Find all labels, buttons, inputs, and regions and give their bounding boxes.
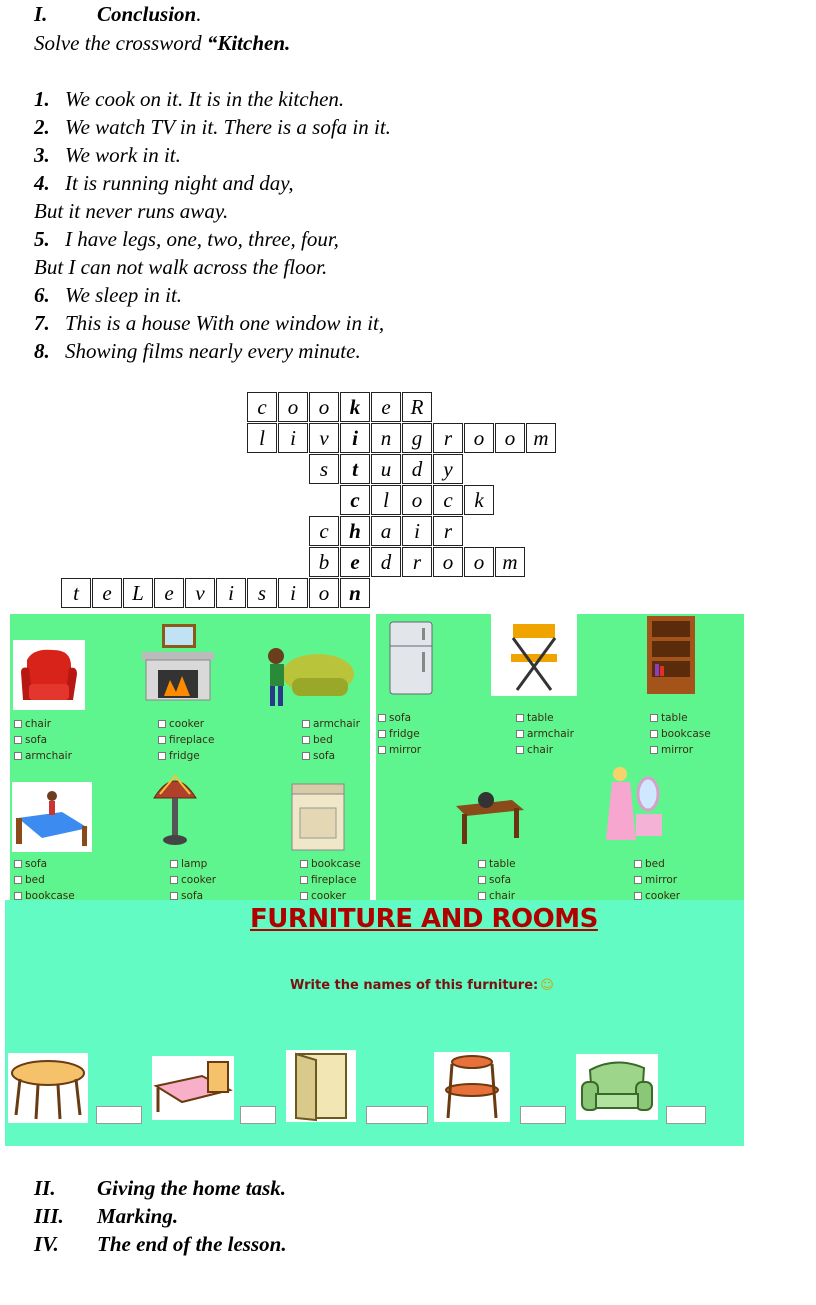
quiz-option[interactable] xyxy=(516,726,574,742)
answer-box-4[interactable] xyxy=(520,1106,566,1124)
sofa-icon xyxy=(262,638,360,710)
footer-item xyxy=(34,1176,286,1201)
section-title: Conclusion xyxy=(97,2,197,26)
quiz-option-label: fireplace xyxy=(169,734,215,746)
quiz-option-label: armchair xyxy=(527,728,574,740)
quiz-option-label: bed xyxy=(25,874,45,886)
quiz-option-label: fireplace xyxy=(311,874,357,886)
quiz-option[interactable] xyxy=(302,732,333,748)
crossword-cell: r xyxy=(433,423,463,453)
crossword-cell: m xyxy=(495,547,525,577)
clue-item xyxy=(34,170,294,196)
crossword-cell: r xyxy=(433,516,463,546)
clue-item xyxy=(34,198,228,224)
quiz-option[interactable] xyxy=(158,716,204,732)
quiz-option[interactable] xyxy=(516,710,554,726)
checkbox[interactable] xyxy=(302,752,310,760)
clue-item xyxy=(34,226,339,252)
quiz-option-label: armchair xyxy=(313,718,360,730)
crossword-cell: o xyxy=(309,578,339,608)
clue-number: 6. xyxy=(34,283,50,307)
chair-icon xyxy=(434,1052,510,1122)
quiz-option[interactable] xyxy=(170,888,203,904)
crossword-cell: i xyxy=(278,578,308,608)
crossword-cell: v xyxy=(185,578,215,608)
clue-text: But it never runs away. xyxy=(34,199,229,223)
clue-text: We sleep in it. xyxy=(65,283,183,307)
crossword-cell: s xyxy=(247,578,277,608)
quiz-option[interactable] xyxy=(634,872,677,888)
director-chair-icon xyxy=(491,614,577,696)
footer-text: The end of the lesson. xyxy=(97,1232,287,1256)
crossword-cell: e xyxy=(92,578,122,608)
quiz-option[interactable] xyxy=(14,748,72,764)
quiz-option[interactable] xyxy=(302,748,335,764)
armchair-icon xyxy=(13,640,85,710)
quiz-option[interactable] xyxy=(14,872,45,888)
crossword-cell: d xyxy=(371,547,401,577)
clue-text: We cook on it. It is in the kitchen. xyxy=(65,87,345,111)
checkbox[interactable] xyxy=(14,736,22,744)
checkbox[interactable] xyxy=(170,860,178,868)
crossword-cell: e xyxy=(371,392,401,422)
quiz-option-label: bookcase xyxy=(25,890,75,902)
checkbox[interactable] xyxy=(650,714,658,722)
crossword-cell: i xyxy=(402,516,432,546)
checkbox[interactable] xyxy=(516,746,524,754)
clue-text: This is a house With one window in it, xyxy=(65,311,385,335)
clue-text: It is running night and day, xyxy=(65,171,294,195)
quiz-option-label: fridge xyxy=(389,728,420,740)
quiz-option[interactable] xyxy=(300,888,346,904)
quiz-option-label: table xyxy=(527,712,554,724)
quiz-option[interactable] xyxy=(516,742,553,758)
crossword-key-cell: t xyxy=(340,454,370,484)
quiz-option-label: bed xyxy=(313,734,333,746)
checkbox[interactable] xyxy=(634,892,642,900)
quiz-option-label: bed xyxy=(645,858,665,870)
quiz-option[interactable] xyxy=(14,732,47,748)
checkbox[interactable] xyxy=(158,720,166,728)
checkbox[interactable] xyxy=(378,730,386,738)
quiz-option[interactable] xyxy=(378,742,421,758)
smiley-icon: ☺ xyxy=(540,978,554,993)
answer-box-2[interactable] xyxy=(240,1106,276,1124)
checkbox[interactable] xyxy=(170,876,178,884)
fridge-icon xyxy=(386,620,436,696)
quiz-option-label: mirror xyxy=(661,744,694,756)
quiz-option[interactable] xyxy=(650,710,688,726)
checkbox[interactable] xyxy=(378,746,386,754)
quiz-option[interactable] xyxy=(170,872,216,888)
quiz-option-label: sofa xyxy=(489,874,512,886)
crossword-cell: c xyxy=(247,392,277,422)
checkbox[interactable] xyxy=(302,736,310,744)
crossword-cell: o xyxy=(433,547,463,577)
quiz-option-label: chair xyxy=(489,890,516,902)
crossword-cell: R xyxy=(402,392,432,422)
clue-item xyxy=(34,114,391,140)
clue-text: But I can not walk across the floor. xyxy=(34,255,328,279)
footer-item xyxy=(34,1204,178,1229)
checkbox[interactable] xyxy=(650,746,658,754)
checkbox[interactable] xyxy=(300,876,308,884)
quiz-option-label: sofa xyxy=(25,858,48,870)
crossword-cell: b xyxy=(309,547,339,577)
checkbox[interactable] xyxy=(300,860,308,868)
quiz-option-label: cooker xyxy=(181,874,217,886)
footer-numeral: II. xyxy=(34,1176,56,1200)
crossword-cell: o xyxy=(464,547,494,577)
quiz-option[interactable] xyxy=(650,726,711,742)
quiz-option-label: chair xyxy=(25,718,52,730)
fireplace-icon xyxy=(140,622,216,702)
clue-item xyxy=(34,254,327,280)
quiz-option-label: sofa xyxy=(25,734,48,746)
cupboard-icon xyxy=(286,1050,356,1122)
quiz-option[interactable] xyxy=(634,888,680,904)
clue-number: 2. xyxy=(34,115,50,139)
quiz-option[interactable] xyxy=(14,716,51,732)
quiz-option[interactable] xyxy=(478,888,515,904)
quiz-option-label: mirror xyxy=(645,874,678,886)
round-table-icon xyxy=(8,1053,88,1123)
crossword-cell: L xyxy=(123,578,153,608)
crossword-cell: l xyxy=(371,485,401,515)
footer-item xyxy=(34,1232,287,1257)
checkbox[interactable] xyxy=(170,892,178,900)
checkbox[interactable] xyxy=(14,876,22,884)
section-heading xyxy=(34,2,201,27)
checkbox[interactable] xyxy=(634,860,642,868)
answer-box-5[interactable] xyxy=(666,1106,706,1124)
footer-text: Giving the home task. xyxy=(97,1176,287,1200)
checkbox[interactable] xyxy=(516,714,524,722)
crossword-cell: s xyxy=(309,454,339,484)
checkbox[interactable] xyxy=(158,736,166,744)
clue-text: I have legs, one, two, three, four, xyxy=(65,227,339,251)
checkbox[interactable] xyxy=(300,892,308,900)
footer-numeral: III. xyxy=(34,1204,64,1228)
quiz-option[interactable] xyxy=(300,856,361,872)
green-armchair-icon xyxy=(576,1054,658,1120)
instruction xyxy=(34,30,290,56)
clue-item xyxy=(34,282,182,308)
crossword-key-cell: k xyxy=(340,392,370,422)
clue-number: 1. xyxy=(34,87,50,111)
clue-number: 4. xyxy=(34,171,50,195)
quiz-option[interactable] xyxy=(478,872,511,888)
quiz-option[interactable] xyxy=(14,856,47,872)
quiz-option[interactable] xyxy=(378,710,411,726)
section-title-suffix: . xyxy=(196,2,202,26)
quiz-option-label: cooker xyxy=(169,718,205,730)
quiz-option[interactable] xyxy=(300,872,356,888)
crossword-cell: i xyxy=(278,423,308,453)
crossword-cell: n xyxy=(371,423,401,453)
instruction-text: Solve the crossword xyxy=(34,31,207,55)
crossword-cell: o xyxy=(278,392,308,422)
mirror-icon xyxy=(604,764,666,848)
checkbox[interactable] xyxy=(650,730,658,738)
clue-text: Showing films nearly every minute. xyxy=(65,339,361,363)
footer-text: Marking. xyxy=(97,1204,179,1228)
crossword-cell: m xyxy=(526,423,556,453)
quiz-option[interactable] xyxy=(378,726,420,742)
section-numeral: I. xyxy=(34,2,48,26)
crossword-cell: o xyxy=(309,392,339,422)
crossword-cell: o xyxy=(495,423,525,453)
crossword-cell: e xyxy=(154,578,184,608)
quiz-option[interactable] xyxy=(478,856,516,872)
clue-text: We work in it. xyxy=(65,143,181,167)
crossword-cell: a xyxy=(371,516,401,546)
checkbox[interactable] xyxy=(634,876,642,884)
clue-item xyxy=(34,86,344,112)
quiz-option-label: chair xyxy=(527,744,554,756)
crossword-cell: r xyxy=(402,547,432,577)
checkbox[interactable] xyxy=(378,714,386,722)
cooker-icon xyxy=(290,780,346,852)
quiz-option-label: cooker xyxy=(311,890,347,902)
crossword-cell: v xyxy=(309,423,339,453)
clue-item xyxy=(34,338,361,364)
furniture-title: FURNITURE AND ROOMS xyxy=(250,904,598,934)
quiz-option-label: mirror xyxy=(389,744,422,756)
quiz-option[interactable] xyxy=(302,716,360,732)
checkbox[interactable] xyxy=(478,892,486,900)
answer-box-3[interactable] xyxy=(366,1106,428,1124)
quiz-option-label: lamp xyxy=(181,858,208,870)
crossword-cell: c xyxy=(433,485,463,515)
checkbox[interactable] xyxy=(478,876,486,884)
quiz-option-label: armchair xyxy=(25,750,72,762)
crossword-key-cell: i xyxy=(340,423,370,453)
quiz-option-label: sofa xyxy=(181,890,204,902)
footer-numeral: IV. xyxy=(34,1232,59,1256)
furniture-subtitle xyxy=(290,978,554,993)
crossword-key-cell: n xyxy=(340,578,370,608)
crossword-cell: y xyxy=(433,454,463,484)
checkbox[interactable] xyxy=(14,860,22,868)
checkbox[interactable] xyxy=(14,892,22,900)
quiz-option[interactable] xyxy=(170,856,207,872)
checkbox[interactable] xyxy=(14,752,22,760)
quiz-option[interactable] xyxy=(158,748,200,764)
quiz-option[interactable] xyxy=(14,888,75,904)
table-icon xyxy=(452,786,528,846)
checkbox[interactable] xyxy=(158,752,166,760)
crossword-cell: u xyxy=(371,454,401,484)
clue-number: 7. xyxy=(34,311,50,335)
checkbox[interactable] xyxy=(302,720,310,728)
quiz-option-label: sofa xyxy=(389,712,412,724)
crossword-cell: c xyxy=(309,516,339,546)
bed-icon-2 xyxy=(152,1056,234,1120)
crossword-cell: i xyxy=(216,578,246,608)
quiz-option-label: sofa xyxy=(313,750,336,762)
crossword-cell: g xyxy=(402,423,432,453)
quiz-option-label: table xyxy=(661,712,688,724)
clue-text: We watch TV in it. There is a sofa in it. xyxy=(65,115,391,139)
crossword-cell: k xyxy=(464,485,494,515)
checkbox[interactable] xyxy=(478,860,486,868)
quiz-option[interactable] xyxy=(634,856,665,872)
bookcase-icon xyxy=(643,614,699,696)
clue-item xyxy=(34,142,181,168)
answer-box-1[interactable] xyxy=(96,1106,142,1124)
quiz-option-label: bookcase xyxy=(311,858,361,870)
crossword-key-cell: h xyxy=(340,516,370,546)
clue-item xyxy=(34,310,384,336)
lamp-icon xyxy=(150,770,200,848)
crossword-cell: l xyxy=(247,423,277,453)
crossword-key-cell: c xyxy=(340,485,370,515)
bed-icon xyxy=(12,782,92,852)
instruction-bold: “Kitchen. xyxy=(206,31,291,55)
crossword-cell: t xyxy=(61,578,91,608)
checkbox[interactable] xyxy=(516,730,524,738)
crossword-key-cell: e xyxy=(340,547,370,577)
clue-number: 5. xyxy=(34,227,50,251)
quiz-option-label: fridge xyxy=(169,750,200,762)
quiz-option-label: cooker xyxy=(645,890,681,902)
crossword-cell: o xyxy=(402,485,432,515)
crossword-cell: d xyxy=(402,454,432,484)
crossword-cell: o xyxy=(464,423,494,453)
furniture-subtitle-text: Write the names of this furniture: xyxy=(290,978,539,993)
clue-number: 3. xyxy=(34,143,50,167)
quiz-option[interactable] xyxy=(650,742,693,758)
quiz-option-label: table xyxy=(489,858,516,870)
clue-number: 8. xyxy=(34,339,50,363)
checkbox[interactable] xyxy=(14,720,22,728)
quiz-option[interactable] xyxy=(158,732,214,748)
quiz-option-label: bookcase xyxy=(661,728,711,740)
